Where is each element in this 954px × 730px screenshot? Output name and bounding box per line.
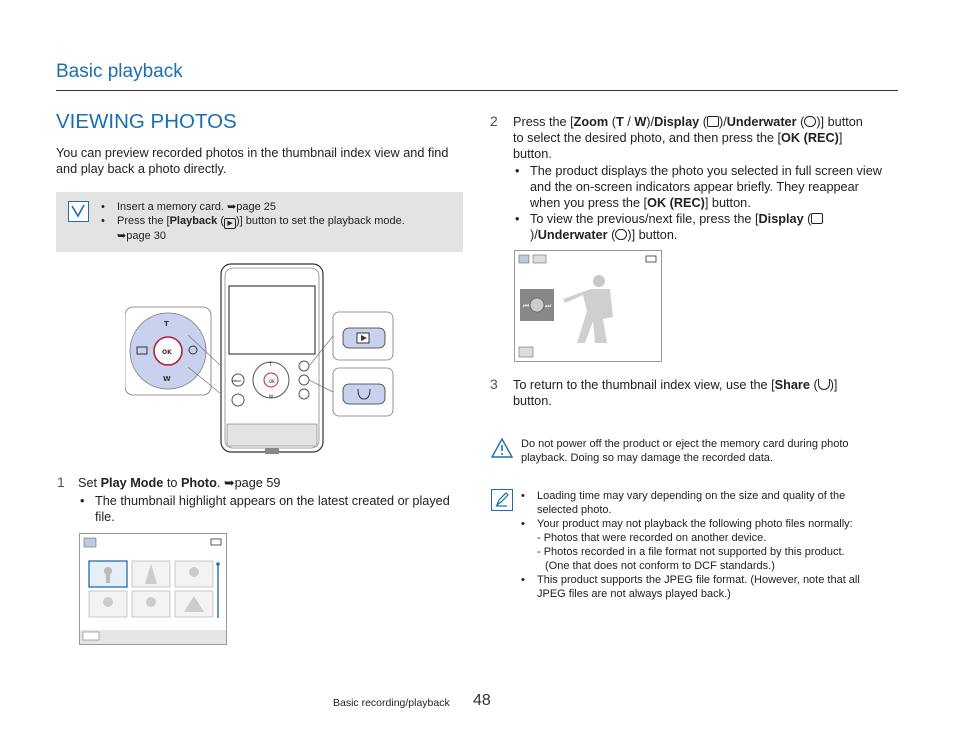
warning-text: Do not power off the product or eject the memory card during photo playback. Doing so may damage the recorded data. bbox=[521, 438, 849, 464]
device-t-label: T bbox=[269, 362, 272, 367]
camcorder-diagram bbox=[125, 262, 397, 458]
step-2-number: 2 bbox=[490, 113, 498, 129]
step-1-number: 1 bbox=[57, 474, 65, 490]
step-1-bullets bbox=[78, 493, 458, 525]
prereq-item-2: • Press the [Playback ( ▶ )] button to set the playback mode. ➥page 30 bbox=[101, 214, 456, 243]
fullscreen-photo-screen bbox=[514, 250, 662, 362]
zoom-w-label: W bbox=[163, 375, 171, 383]
step-3-text: To return to the thumbnail index view, use the [Share ( )] button. bbox=[513, 378, 838, 408]
header-rule bbox=[56, 90, 898, 91]
thumbnail-index-screen bbox=[79, 533, 227, 645]
section-header: Basic playback bbox=[56, 61, 183, 82]
photo-mode-icon bbox=[519, 255, 529, 263]
device-ok-label: OK bbox=[269, 379, 275, 384]
share-icon bbox=[818, 379, 830, 390]
device-menu-label: MENU bbox=[232, 379, 241, 383]
playback-icon bbox=[519, 347, 533, 357]
device-w-label: W bbox=[269, 394, 273, 399]
note-item-3: • This product supports the JPEG file format. (However, note that all JPEG files are not always played back.) bbox=[521, 573, 881, 601]
battery-icon bbox=[646, 256, 656, 262]
footer-section: Basic recording/playback bbox=[333, 697, 450, 709]
step-1-text: Set Play Mode to Photo. ➥page 59 bbox=[78, 476, 281, 490]
display-icon bbox=[811, 213, 823, 224]
photo-mode-icon bbox=[84, 538, 96, 547]
page-number: 48 bbox=[473, 692, 491, 709]
svg-text:⏮: ⏮ bbox=[523, 302, 530, 310]
step-2-bullet-1: • The product displays the photo you selected in full screen view and the on-screen indicators appear briefly. They reappear when you press the [OK (REC)] button. bbox=[513, 163, 888, 211]
page-title: VIEWING PHOTOS bbox=[56, 110, 237, 133]
zoom-t-label: T bbox=[164, 320, 169, 328]
display-icon bbox=[707, 116, 719, 127]
underwater-icon bbox=[804, 116, 816, 127]
resolution-icon bbox=[533, 255, 546, 263]
note-item-2: • Your product may not playback the following photo files normally: - Photos that were recorded on another device. - Photos recorded in a file format not supported by this product. (One that does not conform to DCF standards.) bbox=[521, 517, 881, 573]
zoom-icon bbox=[530, 298, 544, 312]
step-3-number: 3 bbox=[490, 376, 498, 392]
prereq-item-1: • Insert a memory card. ➥page 25 bbox=[101, 200, 456, 214]
underwater-icon bbox=[615, 229, 627, 240]
svg-text:⏭: ⏭ bbox=[545, 302, 552, 310]
notes-list bbox=[521, 489, 881, 601]
step-1-bullet-1: • The thumbnail highlight appears on the latest created or played file. bbox=[78, 493, 458, 525]
playback-icon: ▶ bbox=[224, 218, 236, 229]
intro-text: You can preview recorded photos in the thumbnail index view and find and play back a photo directly. bbox=[56, 146, 449, 176]
zoom-ok-label: OK bbox=[162, 349, 172, 356]
note-item-1: • Loading time may vary depending on the size and quality of the selected photo. bbox=[521, 489, 881, 517]
step-2-bullet-2: • To view the previous/next file, press the [Display ()/Underwater ( )] button. bbox=[513, 211, 888, 243]
step-2-bullets bbox=[513, 163, 888, 243]
battery-icon bbox=[211, 539, 221, 545]
prerequisite-list bbox=[101, 200, 456, 243]
menu-icon bbox=[83, 632, 99, 640]
checkmark-icon bbox=[68, 201, 89, 222]
warning-icon bbox=[491, 438, 513, 458]
step-2-text: Press the [Zoom (T / W)/Display ( )/Underwater ( )] button to select the desired photo, and then press the [OK (REC)] button. bbox=[513, 115, 863, 161]
note-pencil-icon bbox=[491, 489, 513, 511]
